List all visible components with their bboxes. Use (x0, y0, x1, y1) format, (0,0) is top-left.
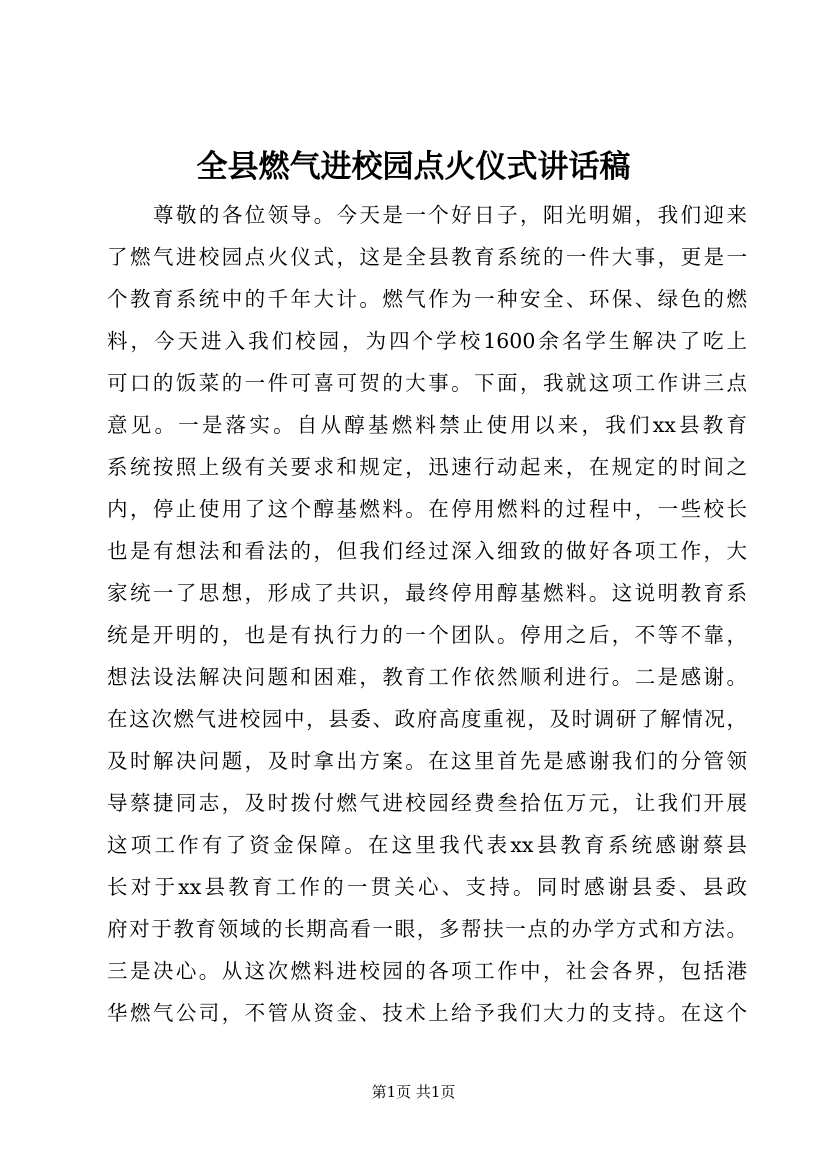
body-line: 系统按照上级有关要求和规定，迅速行动起来，在规定的时间之 (107, 455, 747, 479)
body-line: 可口的饭菜的一件可喜可贺的大事。下面，我就这项工作讲三点 (107, 371, 747, 395)
body-line: 尊敬的各位领导。今天是一个好日子，阳光明媚，我们迎来 (153, 203, 747, 227)
body-line: 意见。一是落实。自从醇基燃料禁止使用以来，我们xx县教育 (107, 413, 747, 437)
body-line: 想法设法解决问题和困难，教育工作依然顺利进行。二是感谢。 (107, 665, 747, 689)
body-line: 及时解决问题，及时拿出方案。在这里首先是感谢我们的分管领 (107, 749, 747, 773)
page-footer: 第1页 共1页 (371, 1083, 456, 1101)
body-line: 三是决心。从这次燃料进校园的各项工作中，社会各界，包括港 (107, 959, 747, 983)
body-line: 统是开明的，也是有执行力的一个团队。停用之后，不等不靠， (107, 623, 747, 647)
body-line: 这项工作有了资金保障。在这里我代表xx县教育系统感谢蔡县 (107, 833, 747, 857)
body-line: 了燃气进校园点火仪式，这是全县教育系统的一件大事，更是一 (107, 245, 747, 269)
body-line: 导蔡捷同志，及时拨付燃气进校园经费叁拾伍万元，让我们开展 (107, 791, 747, 815)
body-line: 料，今天进入我们校园，为四个学校1600余名学生解决了吃上 (107, 329, 747, 353)
body-line: 长对于xx县教育工作的一贯关心、支持。同时感谢县委、县政 (107, 875, 747, 899)
body-line: 个教育系统中的千年大计。燃气作为一种安全、环保、绿色的燃 (107, 287, 747, 311)
body-line: 家统一了思想，形成了共识，最终停用醇基燃料。这说明教育系 (107, 581, 747, 605)
body-line: 内，停止使用了这个醇基燃料。在停用燃料的过程中，一些校长 (107, 497, 747, 521)
body-line: 也是有想法和看法的，但我们经过深入细致的做好各项工作，大 (107, 539, 747, 563)
body-line: 在这次燃气进校园中，县委、政府高度重视，及时调研了解情况， (107, 707, 747, 731)
document-title: 全县燃气进校园点火仪式讲话稿 (196, 149, 631, 185)
body-line: 华燃气公司，不管从资金、技术上给予我们大力的支持。在这个 (107, 1001, 747, 1025)
body-line: 府对于教育领域的长期高看一眼，多帮扶一点的办学方式和方法。 (107, 917, 747, 941)
document-body (107, 194, 747, 1034)
